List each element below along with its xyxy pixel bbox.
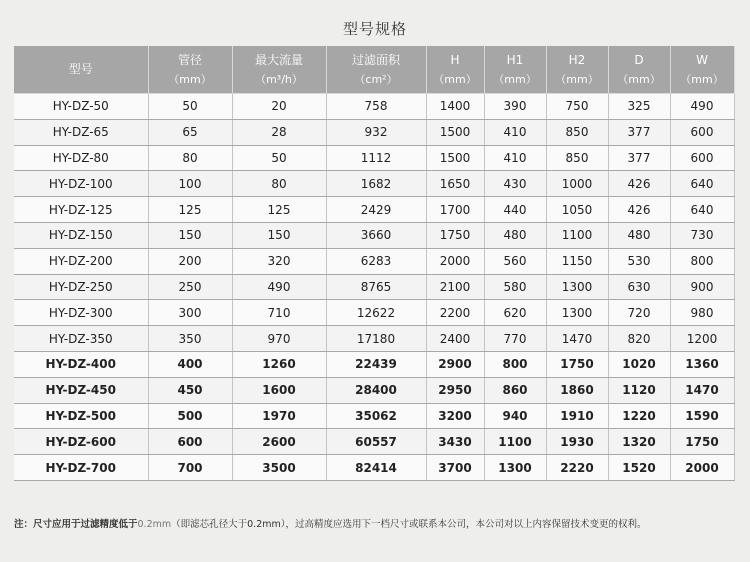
value-cell: 3500: [232, 455, 326, 481]
value-cell: 1500: [426, 119, 484, 145]
value-cell: 320: [232, 248, 326, 274]
value-cell: 758: [326, 94, 426, 120]
column-header: [670, 46, 734, 94]
value-cell: 640: [670, 171, 734, 197]
model-cell: HY-DZ-100: [14, 171, 148, 197]
table-row: [14, 326, 734, 352]
table-row: [14, 300, 734, 326]
value-cell: 630: [608, 274, 670, 300]
value-cell: 820: [608, 326, 670, 352]
value-cell: 2950: [426, 377, 484, 403]
table-row: [14, 455, 734, 481]
table-row: [14, 248, 734, 274]
value-cell: 1150: [546, 248, 608, 274]
column-header-unit: （m³/h）: [255, 72, 303, 86]
value-cell: 80: [148, 145, 232, 171]
column-header-label: 管径: [177, 52, 202, 67]
column-header: [608, 46, 670, 94]
value-cell: 1600: [232, 377, 326, 403]
column-header-label: 最大流量: [254, 52, 303, 67]
model-cell: HY-DZ-125: [14, 197, 148, 223]
model-cell: HY-DZ-350: [14, 326, 148, 352]
column-header-unit: （mm）: [493, 72, 537, 86]
value-cell: 250: [148, 274, 232, 300]
column-header: [484, 46, 546, 94]
model-cell: HY-DZ-150: [14, 222, 148, 248]
column-header: [426, 46, 484, 94]
column-header-label: 型号: [68, 62, 93, 76]
table-row: [14, 274, 734, 300]
value-cell: 1100: [546, 222, 608, 248]
value-cell: 3200: [426, 403, 484, 429]
note-precision: 0.2mm: [137, 519, 172, 530]
value-cell: 1470: [670, 377, 734, 403]
value-cell: 6283: [326, 248, 426, 274]
table-row: [14, 145, 734, 171]
value-cell: 450: [148, 377, 232, 403]
value-cell: 1100: [484, 429, 546, 455]
value-cell: 28400: [326, 377, 426, 403]
column-header-label: H: [450, 52, 460, 67]
value-cell: 580: [484, 274, 546, 300]
value-cell: 50: [232, 145, 326, 171]
value-cell: 22439: [326, 351, 426, 377]
value-cell: 1220: [608, 403, 670, 429]
value-cell: 1200: [670, 326, 734, 352]
table-row: [14, 119, 734, 145]
value-cell: 400: [148, 351, 232, 377]
value-cell: 50: [148, 94, 232, 120]
value-cell: 1260: [232, 351, 326, 377]
value-cell: 1520: [608, 455, 670, 481]
value-cell: 410: [484, 145, 546, 171]
value-cell: 3430: [426, 429, 484, 455]
page-title: 型号规格: [342, 20, 407, 38]
value-cell: 2000: [670, 455, 734, 481]
column-header-label: H2: [568, 52, 586, 67]
value-cell: 1750: [670, 429, 734, 455]
value-cell: 350: [148, 326, 232, 352]
value-cell: 100: [148, 171, 232, 197]
column-header-label: W: [696, 52, 708, 67]
column-header-unit: （mm）: [168, 72, 212, 86]
value-cell: 2400: [426, 326, 484, 352]
value-cell: 1650: [426, 171, 484, 197]
column-header: [326, 46, 426, 94]
table-row: [14, 171, 734, 197]
table-row: [14, 94, 734, 120]
value-cell: 770: [484, 326, 546, 352]
value-cell: 1320: [608, 429, 670, 455]
value-cell: 1300: [546, 300, 608, 326]
value-cell: 65: [148, 119, 232, 145]
value-cell: 860: [484, 377, 546, 403]
value-cell: 800: [484, 351, 546, 377]
column-header-label: H1: [506, 52, 524, 67]
value-cell: 390: [484, 94, 546, 120]
value-cell: 700: [148, 455, 232, 481]
value-cell: 1300: [484, 455, 546, 481]
value-cell: 150: [148, 222, 232, 248]
model-cell: HY-DZ-700: [14, 455, 148, 481]
value-cell: 1000: [546, 171, 608, 197]
column-header-unit: （cm²）: [354, 72, 398, 86]
value-cell: 600: [670, 145, 734, 171]
value-cell: 850: [546, 145, 608, 171]
value-cell: 850: [546, 119, 608, 145]
table-row: [14, 377, 734, 403]
model-cell: HY-DZ-300: [14, 300, 148, 326]
value-cell: 8765: [326, 274, 426, 300]
value-cell: 730: [670, 222, 734, 248]
value-cell: 3700: [426, 455, 484, 481]
value-cell: 1400: [426, 94, 484, 120]
value-cell: 2600: [232, 429, 326, 455]
model-cell: HY-DZ-50: [14, 94, 148, 120]
value-cell: 490: [232, 274, 326, 300]
value-cell: 35062: [326, 403, 426, 429]
model-cell: HY-DZ-600: [14, 429, 148, 455]
table-row: [14, 403, 734, 429]
value-cell: 426: [608, 197, 670, 223]
value-cell: 2000: [426, 248, 484, 274]
value-cell: 1930: [546, 429, 608, 455]
value-cell: 720: [608, 300, 670, 326]
value-cell: 2429: [326, 197, 426, 223]
column-header-label: D: [634, 52, 644, 67]
model-cell: HY-DZ-450: [14, 377, 148, 403]
model-cell: HY-DZ-250: [14, 274, 148, 300]
column-header-unit: （mm）: [433, 72, 477, 86]
spec-table: [14, 46, 735, 481]
value-cell: 1860: [546, 377, 608, 403]
value-cell: 80: [232, 171, 326, 197]
value-cell: 125: [148, 197, 232, 223]
column-header-unit: （mm）: [555, 72, 599, 86]
header-row: [14, 46, 734, 94]
column-header: [232, 46, 326, 94]
value-cell: 300: [148, 300, 232, 326]
value-cell: 430: [484, 171, 546, 197]
value-cell: 970: [232, 326, 326, 352]
value-cell: 410: [484, 119, 546, 145]
value-cell: 3660: [326, 222, 426, 248]
value-cell: 900: [670, 274, 734, 300]
value-cell: 28: [232, 119, 326, 145]
value-cell: 20: [232, 94, 326, 120]
model-cell: HY-DZ-500: [14, 403, 148, 429]
value-cell: 480: [484, 222, 546, 248]
value-cell: 1910: [546, 403, 608, 429]
model-cell: HY-DZ-400: [14, 351, 148, 377]
value-cell: 1020: [608, 351, 670, 377]
value-cell: 1500: [426, 145, 484, 171]
value-cell: 1682: [326, 171, 426, 197]
value-cell: 750: [546, 94, 608, 120]
value-cell: 500: [148, 403, 232, 429]
value-cell: 640: [670, 197, 734, 223]
value-cell: 490: [670, 94, 734, 120]
value-cell: 1750: [426, 222, 484, 248]
value-cell: 1120: [608, 377, 670, 403]
column-header: [148, 46, 232, 94]
value-cell: 560: [484, 248, 546, 274]
value-cell: 600: [670, 119, 734, 145]
model-cell: HY-DZ-65: [14, 119, 148, 145]
value-cell: 1470: [546, 326, 608, 352]
value-cell: 480: [608, 222, 670, 248]
note-body: （即滤芯孔径大于0.2mm），过高精度应选用下一档尺寸或联系本公司，本公司对以上内容保留技术变更的权利。: [171, 519, 647, 530]
value-cell: 980: [670, 300, 734, 326]
column-header-unit: （mm）: [680, 72, 724, 86]
column-header: [14, 46, 148, 94]
column-header: [546, 46, 608, 94]
value-cell: 530: [608, 248, 670, 274]
value-cell: 620: [484, 300, 546, 326]
value-cell: 377: [608, 145, 670, 171]
value-cell: 125: [232, 197, 326, 223]
value-cell: 2200: [426, 300, 484, 326]
value-cell: 440: [484, 197, 546, 223]
footnote: [14, 516, 734, 530]
value-cell: 1050: [546, 197, 608, 223]
value-cell: 60557: [326, 429, 426, 455]
value-cell: 150: [232, 222, 326, 248]
value-cell: 1970: [232, 403, 326, 429]
value-cell: 710: [232, 300, 326, 326]
table-row: [14, 197, 734, 223]
value-cell: 1112: [326, 145, 426, 171]
column-header-unit: （mm）: [617, 72, 661, 86]
table-row: [14, 222, 734, 248]
value-cell: 82414: [326, 455, 426, 481]
value-cell: 2220: [546, 455, 608, 481]
note-prefix: 注：尺寸应用于过滤精度低于: [14, 519, 138, 530]
value-cell: 325: [608, 94, 670, 120]
value-cell: 800: [670, 248, 734, 274]
value-cell: 2900: [426, 351, 484, 377]
value-cell: 600: [148, 429, 232, 455]
value-cell: 12622: [326, 300, 426, 326]
value-cell: 2100: [426, 274, 484, 300]
value-cell: 1300: [546, 274, 608, 300]
value-cell: 377: [608, 119, 670, 145]
model-cell: HY-DZ-80: [14, 145, 148, 171]
table-body: [14, 94, 734, 481]
model-cell: HY-DZ-200: [14, 248, 148, 274]
value-cell: 932: [326, 119, 426, 145]
table-row: [14, 351, 734, 377]
value-cell: 1590: [670, 403, 734, 429]
value-cell: 940: [484, 403, 546, 429]
value-cell: 426: [608, 171, 670, 197]
value-cell: 1700: [426, 197, 484, 223]
value-cell: 1360: [670, 351, 734, 377]
value-cell: 200: [148, 248, 232, 274]
column-header-label: 过滤面积: [351, 52, 400, 67]
table-row: [14, 429, 734, 455]
value-cell: 17180: [326, 326, 426, 352]
value-cell: 1750: [546, 351, 608, 377]
